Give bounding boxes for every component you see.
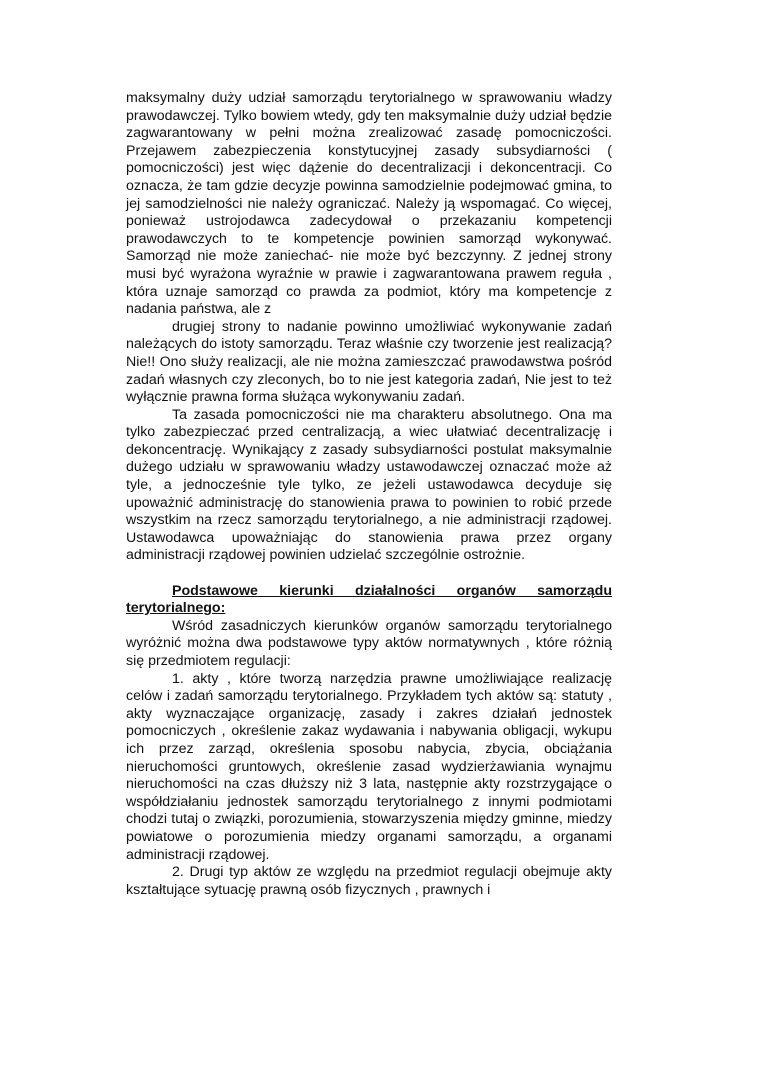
paragraph-5: 1. akty , które tworzą narzędzia prawne umożliwiające realizację celów i zadań samorządu terytorialnego. Przykładem tych aktów są: statuty , akty wyznaczające organizację, zasady i zakres działań jednostek pomocniczych , określenie zakaz wydawania i nabywania obligacji, wykupu ich przez zarząd, określenia sposobu nabycia, zbycia, obciążania nieruchomości gruntowych, określenie zasad wydzierżawiania wynajmu nieruchomości na czas dłuższy niż 3 lata, następnie akty rozstrzygające o współdziałaniu jednostek samorządu terytorialnego z innymi podmiotami chodzi tutaj o związki, porozumienia, stowarzyszenia między gminne, miedzy powiatowe o porozumienia miedzy organami samorządu, a organami administracji rządowej.	[126, 670, 612, 863]
paragraph-3: Ta zasada pomocniczości nie ma charakteru absolutnego. Ona ma tylko zabezpieczać przed centralizacją, a wiec ułatwiać decentralizację i dekoncentrację. Wynikający z zasady subsydiarności postulat maksymalnie dużego udziału w sprawowaniu władzy ustawodawczej oznaczać może aż tyle, a jednocześnie tyle tylko, ze jeżeli ustawodawca decyduje się upoważnić administrację do stanowienia prawa to powinien to robić przede wszystkim na rzecz samorządu terytorialnego, a nie administracji rządowej. Ustawodawca upoważniając do stanowienia prawa przez organy administracji rządowej powinien udzielać szczególnie ostrożnie.	[126, 406, 612, 564]
paragraph-2: drugiej strony to nadanie powinno umożliwiać wykonywanie zadań należących do istoty samorządu. Teraz właśnie czy tworzenie jest realizacją? Nie!! Ono służy realizacji, ale nie można zamieszczać prawodawstwa pośród zadań własnych czy zleconych, bo to nie jest kategoria zadań, Nie jest to też wyłącznie prawna forma służąca wykonywaniu zadań.	[126, 318, 612, 406]
document-page	[126, 90, 612, 899]
section-heading: Podstawowe kierunki działalności organów samorządu terytorialnego:	[126, 582, 612, 617]
paragraph-4: Wśród zasadniczych kierunków organów samorządu terytorialnego wyróżnić można dwa podstawowe typy aktów normatywnych , które różnią się przedmiotem regulacji:	[126, 617, 612, 669]
paragraph-1: maksymalny duży udział samorządu terytorialnego w sprawowaniu władzy prawodawczej. Tylko bowiem wtedy, gdy ten maksymalnie duży udział będzie zagwarantowany w pełni można zrealizować zasadę pomocniczości. Przejawem zabezpieczenia konstytucyjnej zasady subsydiarności ( pomocniczości) jest więc dążenie do decentralizacji i dekoncentracji. Co oznacza, że tam gdzie decyzje powinna samodzielnie podejmować gmina, to jej samodzielności nie należy ograniczać. Należy ją wspomagać. Co więcej, ponieważ ustrojodawca zadecydował o przekazaniu kompetencji prawodawczych to te kompetencje powinien samorząd wykonywać. Samorząd nie może zaniechać- nie może być bezczynny. Z jednej strony musi być wyrażona wyraźnie w prawie i zagwarantowana prawem reguła , która uznaje samorząd co prawda za podmiot, który ma kompetencje z nadania państwa, ale z	[126, 90, 612, 318]
paragraph-6: 2. Drugi typ aktów ze względu na przedmiot regulacji obejmuje akty kształtujące sytuację prawną osób fizycznych , prawnych i	[126, 864, 612, 898]
